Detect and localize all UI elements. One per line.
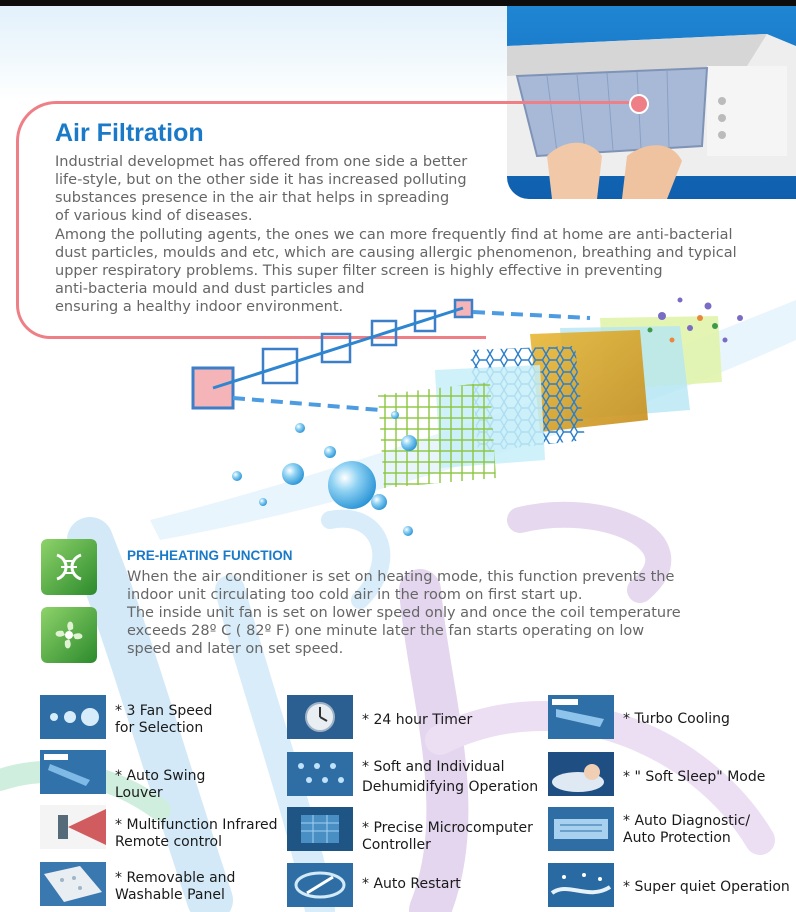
paragraph-line: dust particles, moulds and etc, which are causing allergic phenomenon, breathing and typical [55,245,737,261]
feature-label-line: * Auto Swing [115,768,206,784]
callout-pointer-line [110,101,640,104]
feature-soft-sleep-label [623,769,765,786]
feature-label-line: Controller [362,837,431,853]
feature-label-line: * Soft and Individual [362,759,505,775]
feature-label-line: * Auto Restart [362,876,461,892]
paragraph-line: The inside unit fan is set on lower speed only and once the coil temperature [127,605,681,621]
heating-coil-icon [41,539,97,595]
feature-fan-speed-label [115,703,212,737]
feature-auto-diagnostic-label [623,813,750,847]
paragraph-line: of various kind of diseases. [55,208,253,224]
feature-auto-swing-label [115,768,205,802]
feature-washable-panel-label [115,870,235,904]
paragraph-line: upper respiratory problems. This super filter screen is highly effective in preventing [55,263,663,279]
paragraph-line: When the air conditioner is set on heating mode, this function prevents the [127,569,675,585]
soft-sleep-thumbnail [548,752,614,796]
pre-heating-title: PRE-HEATING FUNCTION [127,548,293,563]
feature-dehumidifying-label [362,757,538,797]
paragraph-line: Among the polluting agents, the ones we can more frequently find at home are anti-bacterial [55,227,733,243]
washable-panel-thumbnail [40,862,106,906]
feature-label-line: * " Soft Sleep" Mode [623,769,766,785]
filter-layers-illustration [0,280,796,550]
feature-label-line: * 24 hour Timer [362,712,473,728]
feature-label-line: * Precise Microcomputer [362,820,533,836]
feature-label-line: for Selection [115,720,204,736]
fan-icon [41,607,97,663]
paragraph-line: speed and later on set speed. [127,641,344,657]
feature-label-line: Washable Panel [115,887,225,903]
feature-label-line: Auto Protection [623,830,731,846]
feature-infrared-remote-label [115,817,278,851]
feature-label-line: Dehumidifying Operation [362,779,539,795]
paragraph-line: life-style, but on the other side it has increased polluting [55,172,467,188]
feature-label-line: * Removable and [115,870,236,886]
feature-label-line: * Auto Diagnostic/ [623,813,751,829]
microcomputer-thumbnail [287,807,353,851]
feature-auto-restart-label [362,876,461,893]
feature-microcomputer-label [362,820,533,854]
pre-heating-paragraph [127,568,681,658]
auto-restart-thumbnail [287,863,353,907]
paragraph-line: substances presence in the air that helps in spreading [55,190,450,206]
paragraph-line: ensuring a healthy indoor environment. [55,299,344,315]
turbo-cooling-thumbnail [548,695,614,739]
feature-label-line: Remote control [115,834,222,850]
feature-label-line: * Multifunction Infrared [115,817,278,833]
paragraph-line: anti-bacteria mould and dust particles and [55,281,365,297]
feature-label-line: * 3 Fan Speed [115,703,213,719]
fan-speed-thumbnail [40,695,106,739]
quiet-operation-thumbnail [548,863,614,907]
auto-diagnostic-thumbnail [548,807,614,851]
paragraph-line: indoor unit circulating too cold air in the room on first start up. [127,587,583,603]
paragraph-line: exceeds 28º C ( 82º F) one minute later the fan starts operating on low [127,623,645,639]
dehumidifying-thumbnail [287,752,353,796]
feature-label-line: * Turbo Cooling [623,711,730,727]
callout-pointer-dot [628,93,650,115]
air-filtration-title: Air Filtration [55,119,204,147]
paragraph-line: Industrial developmet has offered from one side a better [55,154,468,170]
infrared-remote-thumbnail [40,805,106,849]
auto-swing-thumbnail [40,750,106,794]
feature-timer-label [362,712,472,729]
feature-quiet-operation-label [623,879,790,896]
air-filtration-paragraph-1 [55,153,467,225]
timer-thumbnail [287,695,353,739]
feature-turbo-cooling-label [623,711,730,728]
feature-label-line: Louver [115,785,163,801]
feature-label-line: * Super quiet Operation [623,879,790,895]
